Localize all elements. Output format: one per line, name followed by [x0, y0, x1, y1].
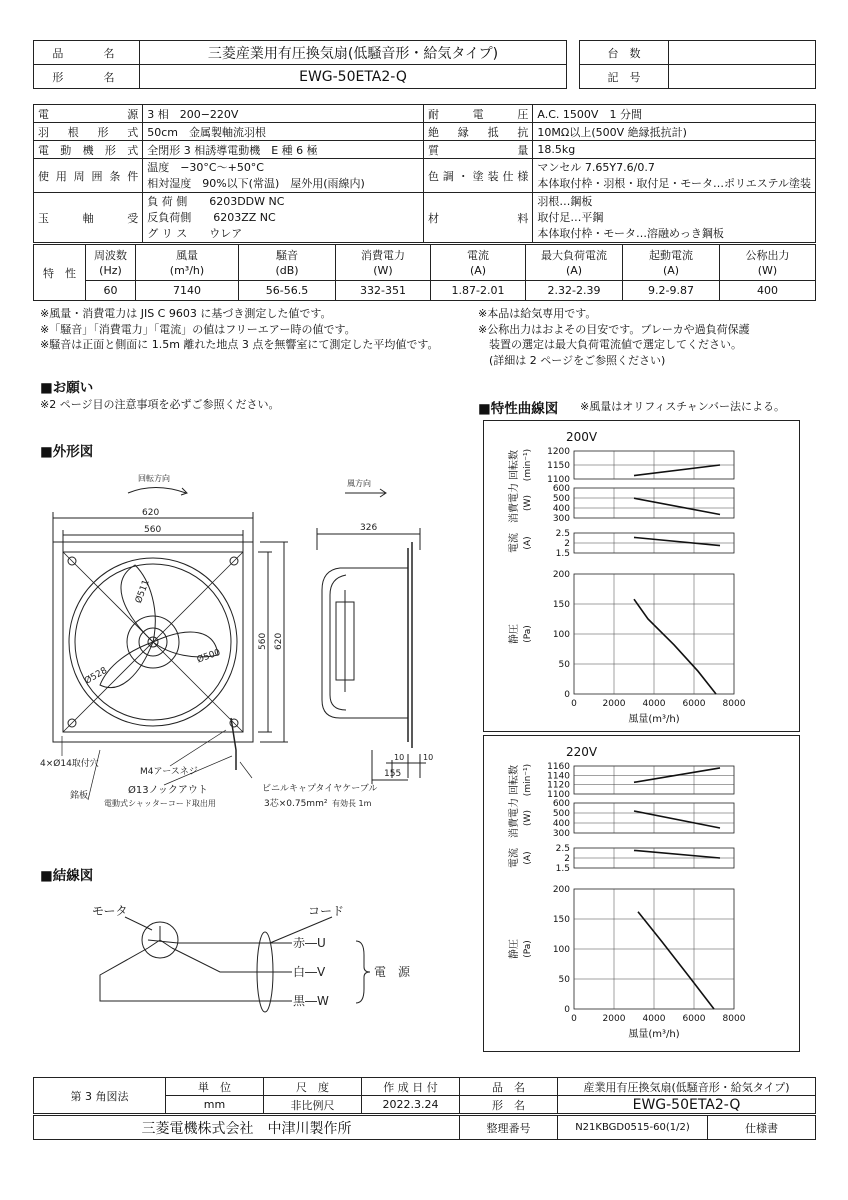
knockout-label: Ø13ノックアウト [128, 785, 208, 796]
y-tick-label: 100 [552, 945, 570, 955]
y-axis-unit: (Pa) [523, 940, 533, 958]
outline-drawing [0, 460, 470, 830]
note-line: ※騒音は正面と側面に 1.5m 離れた地点 3 点を無響室にて測定した平均値です。 [40, 338, 439, 351]
y-tick-label: 400 [552, 819, 570, 829]
chart-box-200v [483, 420, 800, 732]
y-axis-label: 回転数 [509, 450, 520, 480]
doc-type: 仕様書 [708, 1116, 816, 1140]
y-tick-label: 150 [552, 915, 570, 925]
series-line [634, 537, 720, 545]
tokusei-title: ■特性曲線図 [478, 401, 559, 417]
tamajiku-line3: グ リ ス ウレア [147, 226, 243, 240]
zairyo-line3: 本体取付枠・モータ…溶融めっき鋼板 [537, 226, 724, 240]
chart-220v [484, 736, 799, 1051]
dendoki-label: 電動機形式 [34, 141, 143, 159]
cable-label: ビニルキャプタイヤケーブル [262, 784, 378, 794]
y-tick-label: 2.5 [555, 844, 570, 854]
nameplate-label: 銘板 [70, 791, 89, 801]
zairyo-label: 材料 [423, 193, 532, 243]
rotation-label: 回転方向 [138, 474, 170, 483]
y-axis-unit: (min⁻¹) [523, 448, 533, 482]
earth-label: M4アースネジ [140, 767, 198, 777]
x-tick-label: 2000 [602, 699, 626, 709]
x-tick-label: 0 [571, 699, 577, 709]
airflow-label: 風方向 [347, 479, 371, 488]
onegai-title: ■お願い [40, 380, 94, 396]
power-label: 電 源 [374, 965, 411, 979]
chart-box-220v [483, 735, 800, 1052]
y-tick-label: 1140 [547, 771, 570, 782]
char-value: 60 [86, 281, 136, 301]
katamei-value: EWG-50ETA2-Q [140, 65, 567, 89]
chart-title: 200V [566, 430, 598, 444]
scale-label: 尺 度 [264, 1078, 362, 1096]
tamajiku-line2: 反負荷側 6203ZZ NC [147, 210, 276, 224]
y-tick-label: 1120 [547, 780, 570, 791]
notes-left [40, 306, 439, 353]
projection: 第 3 角図法 [34, 1078, 166, 1114]
company: 三菱電機株式会社 中津川製作所 [34, 1116, 460, 1140]
note-line: ※本品は給気専用です。 [478, 307, 597, 320]
dim-10a: 10 [394, 753, 405, 762]
char-value: 56-56.5 [239, 281, 336, 301]
dim-620-w: 620 [142, 508, 160, 518]
y-tick-label: 50 [558, 660, 570, 670]
footer-katamei-value: EWG-50ETA2-Q [558, 1096, 816, 1114]
haneshiki-label: 羽根形式 [34, 123, 143, 141]
shiyo-label: 使用周囲条件 [34, 159, 143, 193]
y-tick-label: 1.5 [555, 864, 570, 874]
tamajiku-value [143, 193, 424, 243]
char-label: 特 性 [34, 245, 86, 301]
shikicho-line1: マンセル 7.65Y7.6/0.7 [537, 160, 655, 174]
char-value: 400 [720, 281, 816, 301]
header-table [33, 40, 567, 89]
char-header: 消費電力 (W) [336, 245, 431, 281]
wiring-diagram [60, 895, 440, 1020]
y-tick-label: 200 [552, 570, 570, 580]
chart-title: 220V [566, 745, 598, 759]
date-label: 作 成 日 付 [362, 1078, 460, 1096]
y-tick-label: 1100 [547, 790, 570, 800]
seiri-label: 整理番号 [460, 1116, 558, 1140]
wire-white-label: 白―V [293, 965, 326, 979]
x-tick-label: 6000 [682, 1014, 706, 1024]
x-tick-label: 2000 [602, 1014, 626, 1024]
tamajiku-line1: 負 荷 側 6203DDW NC [147, 194, 285, 208]
notes-right [478, 306, 750, 368]
wire-red-label: 赤―U [293, 936, 326, 950]
y-axis-label: 消費電力 [509, 483, 520, 523]
shiyo-value [143, 159, 424, 193]
footer-table [33, 1077, 816, 1114]
holes-label: 4×Ø14取付穴 [40, 759, 99, 769]
char-value: 332-351 [336, 281, 431, 301]
footer-katamei-label: 形 名 [460, 1096, 558, 1114]
y-tick-label: 2.5 [555, 529, 570, 539]
char-header: 公称出力 (W) [720, 245, 816, 281]
daisu-value [669, 41, 816, 65]
zairyo-value [533, 193, 816, 243]
scale-value: 非比例尺 [264, 1096, 362, 1114]
y-tick-label: 50 [558, 975, 570, 985]
rotation-arrow-icon [128, 488, 186, 494]
dim-phi500: Ø500 [195, 647, 222, 666]
y-axis-label: 電流 [509, 533, 520, 553]
dim-phi528: Ø528 [83, 665, 110, 687]
dim-620-h: 620 [274, 632, 284, 650]
series-line [638, 912, 714, 1009]
y-axis-unit: (A) [523, 851, 533, 865]
daisu-label: 台 数 [580, 41, 669, 65]
char-value: 2.32-2.39 [526, 281, 623, 301]
dim-phi511: Ø511 [134, 578, 152, 605]
y-tick-label: 1200 [547, 447, 570, 457]
kessen-title: ■結線図 [40, 868, 94, 884]
char-header: 騒音 (dB) [239, 245, 336, 281]
x-tick-label: 6000 [682, 699, 706, 709]
y-tick-label: 2 [564, 539, 570, 549]
y-axis-unit: (W) [523, 810, 533, 826]
zetsuen-value: 10MΩ以上(500V 絶縁抵抗計) [533, 123, 816, 141]
cable [231, 718, 236, 770]
shutter-label: 電動式シャッターコード取出用 [104, 799, 216, 808]
series-line [634, 465, 720, 476]
dengen-value: 3 相 200−220V [143, 105, 424, 123]
x-tick-label: 0 [571, 1014, 577, 1024]
y-tick-label: 1.5 [555, 549, 570, 559]
series-line [634, 850, 720, 858]
char-value: 1.87-2.01 [431, 281, 526, 301]
chart-200v [484, 421, 799, 731]
char-header: 電流 (A) [431, 245, 526, 281]
haneshiki-value: 50cm 金属製軸流羽根 [143, 123, 424, 141]
y-axis-label: 回転数 [509, 765, 520, 795]
char-value: 9.2-9.87 [623, 281, 720, 301]
y-axis-unit: (Pa) [523, 625, 533, 643]
y-tick-label: 300 [552, 829, 570, 839]
y-tick-label: 600 [552, 484, 570, 494]
dim-10b: 10 [423, 753, 434, 762]
unit-label: 単 位 [166, 1078, 264, 1096]
shikicho-line2: 本体取付枠・羽根・取付足・モータ…ポリエステル塗装 [537, 176, 811, 190]
char-header: 最大負荷電流 (A) [526, 245, 623, 281]
dengen-label: 電源 [34, 105, 143, 123]
kigo-value [669, 65, 816, 89]
shiyo-line2: 相対湿度 90%以下(常温) 屋外用(雨線内) [147, 176, 365, 190]
char-header: 周波数 (Hz) [86, 245, 136, 281]
katamei-label: 形 名 [34, 65, 140, 89]
x-axis-label: 風量(m³/h) [628, 1029, 680, 1040]
y-axis-label: 消費電力 [509, 798, 520, 838]
cable-length: 有効長 1m [332, 799, 372, 808]
zairyo-line1: 羽根…鋼板 [537, 194, 593, 208]
dim-155: 155 [384, 769, 402, 779]
characteristics-table [33, 244, 816, 301]
dendoki-value: 全閉形 3 相誘導電動機 E 種 6 極 [143, 141, 424, 159]
note-line: ※風量・消費電力は JIS C 9603 に基づき測定した値です。 [40, 307, 332, 320]
x-tick-label: 4000 [642, 699, 666, 709]
zairyo-line2: 取付足…平鋼 [537, 210, 604, 224]
shitsuryo-value: 18.5kg [533, 141, 816, 159]
onegai-text: ※2 ページ目の注意事項を必ずご参照ください。 [40, 398, 280, 411]
kigo-label: 記 号 [580, 65, 669, 89]
y-tick-label: 500 [552, 809, 570, 819]
y-tick-label: 400 [552, 504, 570, 514]
y-tick-label: 0 [564, 690, 570, 700]
seiri-value: N21KBGD0515-60(1/2) [558, 1116, 708, 1140]
shitsuryo-label: 質量 [423, 141, 532, 159]
x-tick-label: 8000 [722, 1014, 746, 1024]
wiring-motor-label: モータ [92, 904, 128, 918]
y-axis-unit: (A) [523, 536, 533, 550]
y-tick-label: 200 [552, 885, 570, 895]
dim-560-w: 560 [144, 525, 162, 535]
y-tick-label: 100 [552, 630, 570, 640]
spec-table [33, 104, 816, 243]
shikicho-value [533, 159, 816, 193]
date-value: 2022.3.24 [362, 1096, 460, 1114]
unit-value: mm [166, 1096, 264, 1114]
y-tick-label: 1100 [547, 475, 570, 485]
y-axis-label: 電流 [509, 848, 520, 868]
side-body [322, 568, 408, 718]
y-tick-label: 1150 [547, 461, 570, 471]
x-tick-label: 4000 [642, 1014, 666, 1024]
y-tick-label: 500 [552, 494, 570, 504]
char-header: 起動電流 (A) [623, 245, 720, 281]
x-tick-label: 8000 [722, 699, 746, 709]
taiden-value: A.C. 1500V 1 分間 [533, 105, 816, 123]
wire-black-label: 黒―W [293, 994, 329, 1008]
series-line [634, 811, 720, 828]
note-line: 装置の選定は最大負荷電流値で選定してください。 [478, 338, 742, 351]
char-header: 風量 (m³/h) [136, 245, 239, 281]
tokusei-note: ※風量はオリフィスチャンバー法による。 [580, 400, 786, 413]
wiring-cord-label: コード [308, 904, 345, 918]
y-tick-label: 300 [552, 514, 570, 524]
footer-table-bottom [33, 1115, 816, 1140]
footer-hinmei-value: 産業用有圧換気扇(低騒音形・給気タイプ) [558, 1078, 816, 1096]
y-axis-unit: (W) [523, 495, 533, 511]
y-axis-label: 静圧 [509, 624, 520, 644]
x-axis-label: 風量(m³/h) [628, 714, 680, 725]
dim-326: 326 [360, 523, 378, 533]
y-tick-label: 150 [552, 600, 570, 610]
cable-spec: 3芯×0.75mm² [264, 799, 328, 809]
tamajiku-label: 玉軸受 [34, 193, 143, 243]
y-axis-label: 静圧 [509, 939, 520, 959]
note-line: ※「騒音」「消費電力」「電流」の値はフリーエアー時の値です。 [40, 322, 356, 336]
note-line: (詳細は 2 ページをご参照ください) [478, 353, 666, 367]
y-tick-label: 600 [552, 799, 570, 809]
taiden-label: 耐電圧 [423, 105, 532, 123]
hinmei-label: 品 名 [34, 41, 140, 65]
y-tick-label: 2 [564, 854, 570, 864]
series-line [634, 498, 720, 514]
footer-hinmei-label: 品 名 [460, 1078, 558, 1096]
blade [100, 642, 153, 688]
hinmei-value: 三菱産業用有圧換気扇(低騒音形・給気タイプ) [140, 41, 567, 65]
y-tick-label: 0 [564, 1005, 570, 1015]
y-axis-unit: (min⁻¹) [523, 763, 533, 797]
series-line [634, 599, 716, 694]
zetsuen-label: 絶縁抵抗 [423, 123, 532, 141]
char-value: 7140 [136, 281, 239, 301]
note-line: ※公称出力はおよその目安です。ブレーカや過負荷保護 [478, 322, 750, 336]
gaikei-title: ■外形図 [40, 444, 94, 460]
y-tick-label: 1160 [547, 762, 570, 772]
count-table [579, 40, 816, 89]
shiyo-line1: 温度 −30°C〜+50°C [147, 160, 264, 174]
dim-560-h: 560 [258, 632, 268, 650]
shikicho-label: 色調・塗装仕様 [423, 159, 532, 193]
